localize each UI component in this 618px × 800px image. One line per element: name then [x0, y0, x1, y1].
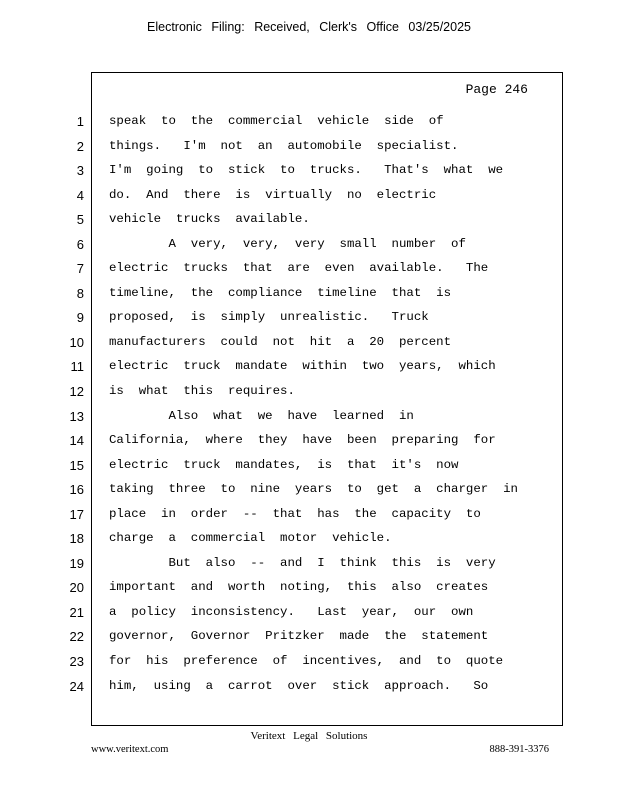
- transcript-line: manufacturers could not hit a 20 percent: [109, 334, 452, 349]
- footer-phone-number: 888-391-3376: [489, 744, 549, 755]
- line-number: 6: [76, 236, 84, 252]
- transcript-line: a policy inconsistency. Last year, our own: [109, 604, 474, 619]
- line-number: 16: [69, 482, 84, 498]
- line-number: 7: [76, 261, 84, 277]
- transcript-line: I'm going to stick to trucks. That's what we: [109, 163, 504, 178]
- line-number: 23: [69, 654, 84, 670]
- transcript-line: California, where they have been preparing for: [109, 433, 496, 448]
- line-number: 12: [69, 384, 84, 400]
- transcript-line: electric trucks that are even available. The: [109, 261, 489, 276]
- line-number: 22: [69, 629, 84, 645]
- transcript-line: important and worth noting, this also creates: [109, 580, 489, 595]
- transcript-line: things. I'm not an automobile specialist.: [109, 138, 459, 153]
- transcript-line: A very, very, very small number of: [109, 236, 466, 251]
- line-number: 14: [69, 433, 84, 449]
- line-number: 11: [70, 359, 84, 375]
- transcript-line: proposed, is simply unrealistic. Truck: [109, 310, 429, 325]
- transcript-line: timeline, the compliance timeline that is: [109, 285, 452, 300]
- transcript-line: is what this requires.: [109, 384, 295, 399]
- transcript-line: But also -- and I think this is very: [109, 555, 496, 570]
- transcript-line: electric truck mandates, is that it's now: [109, 457, 459, 472]
- line-number: 21: [69, 604, 84, 620]
- line-number: 17: [69, 506, 84, 522]
- line-number-column: [60, 112, 84, 701]
- transcript-line: speak to the commercial vehicle side of: [109, 114, 444, 128]
- line-number: 5: [76, 212, 84, 228]
- transcript-line: governor, Governor Pritzker made the statement: [109, 629, 489, 644]
- line-number: 24: [69, 678, 84, 694]
- line-number: 8: [76, 285, 84, 301]
- transcript-line: do. And there is virtually no electric: [109, 187, 437, 202]
- line-number: 3: [76, 163, 84, 179]
- footer-company-name: Veritext Legal Solutions: [250, 730, 368, 742]
- transcript-line: electric truck mandate within two years, which: [109, 359, 496, 374]
- transcript-line: for his preference of incentives, and to quote: [109, 654, 504, 669]
- line-number: 18: [69, 531, 84, 547]
- transcript-line: taking three to nine years to get a charger in: [109, 482, 518, 497]
- transcript-text-block: [109, 112, 539, 701]
- transcript-line: him, using a carrot over stick approach. So: [109, 678, 489, 693]
- filing-stamp-header: Electronic Filing: Received, Clerk's Office 03/25/2025: [147, 20, 471, 34]
- transcript-line: charge a commercial motor vehicle.: [109, 531, 392, 546]
- transcript-line: place in order -- that has the capacity to: [109, 506, 481, 521]
- line-number: 4: [76, 187, 84, 203]
- line-number: 13: [69, 408, 84, 424]
- page-number: Page 246: [465, 82, 528, 97]
- line-number: 20: [69, 580, 84, 596]
- line-number: 2: [76, 138, 84, 154]
- line-number: 19: [69, 555, 84, 571]
- footer-website: www.veritext.com: [91, 744, 169, 755]
- line-number: 1: [76, 114, 84, 129]
- line-number: 10: [69, 334, 84, 350]
- line-number: 9: [76, 310, 84, 326]
- line-number: 15: [69, 457, 84, 473]
- transcript-line: vehicle trucks available.: [109, 212, 310, 227]
- transcript-line: Also what we have learned in: [109, 408, 414, 423]
